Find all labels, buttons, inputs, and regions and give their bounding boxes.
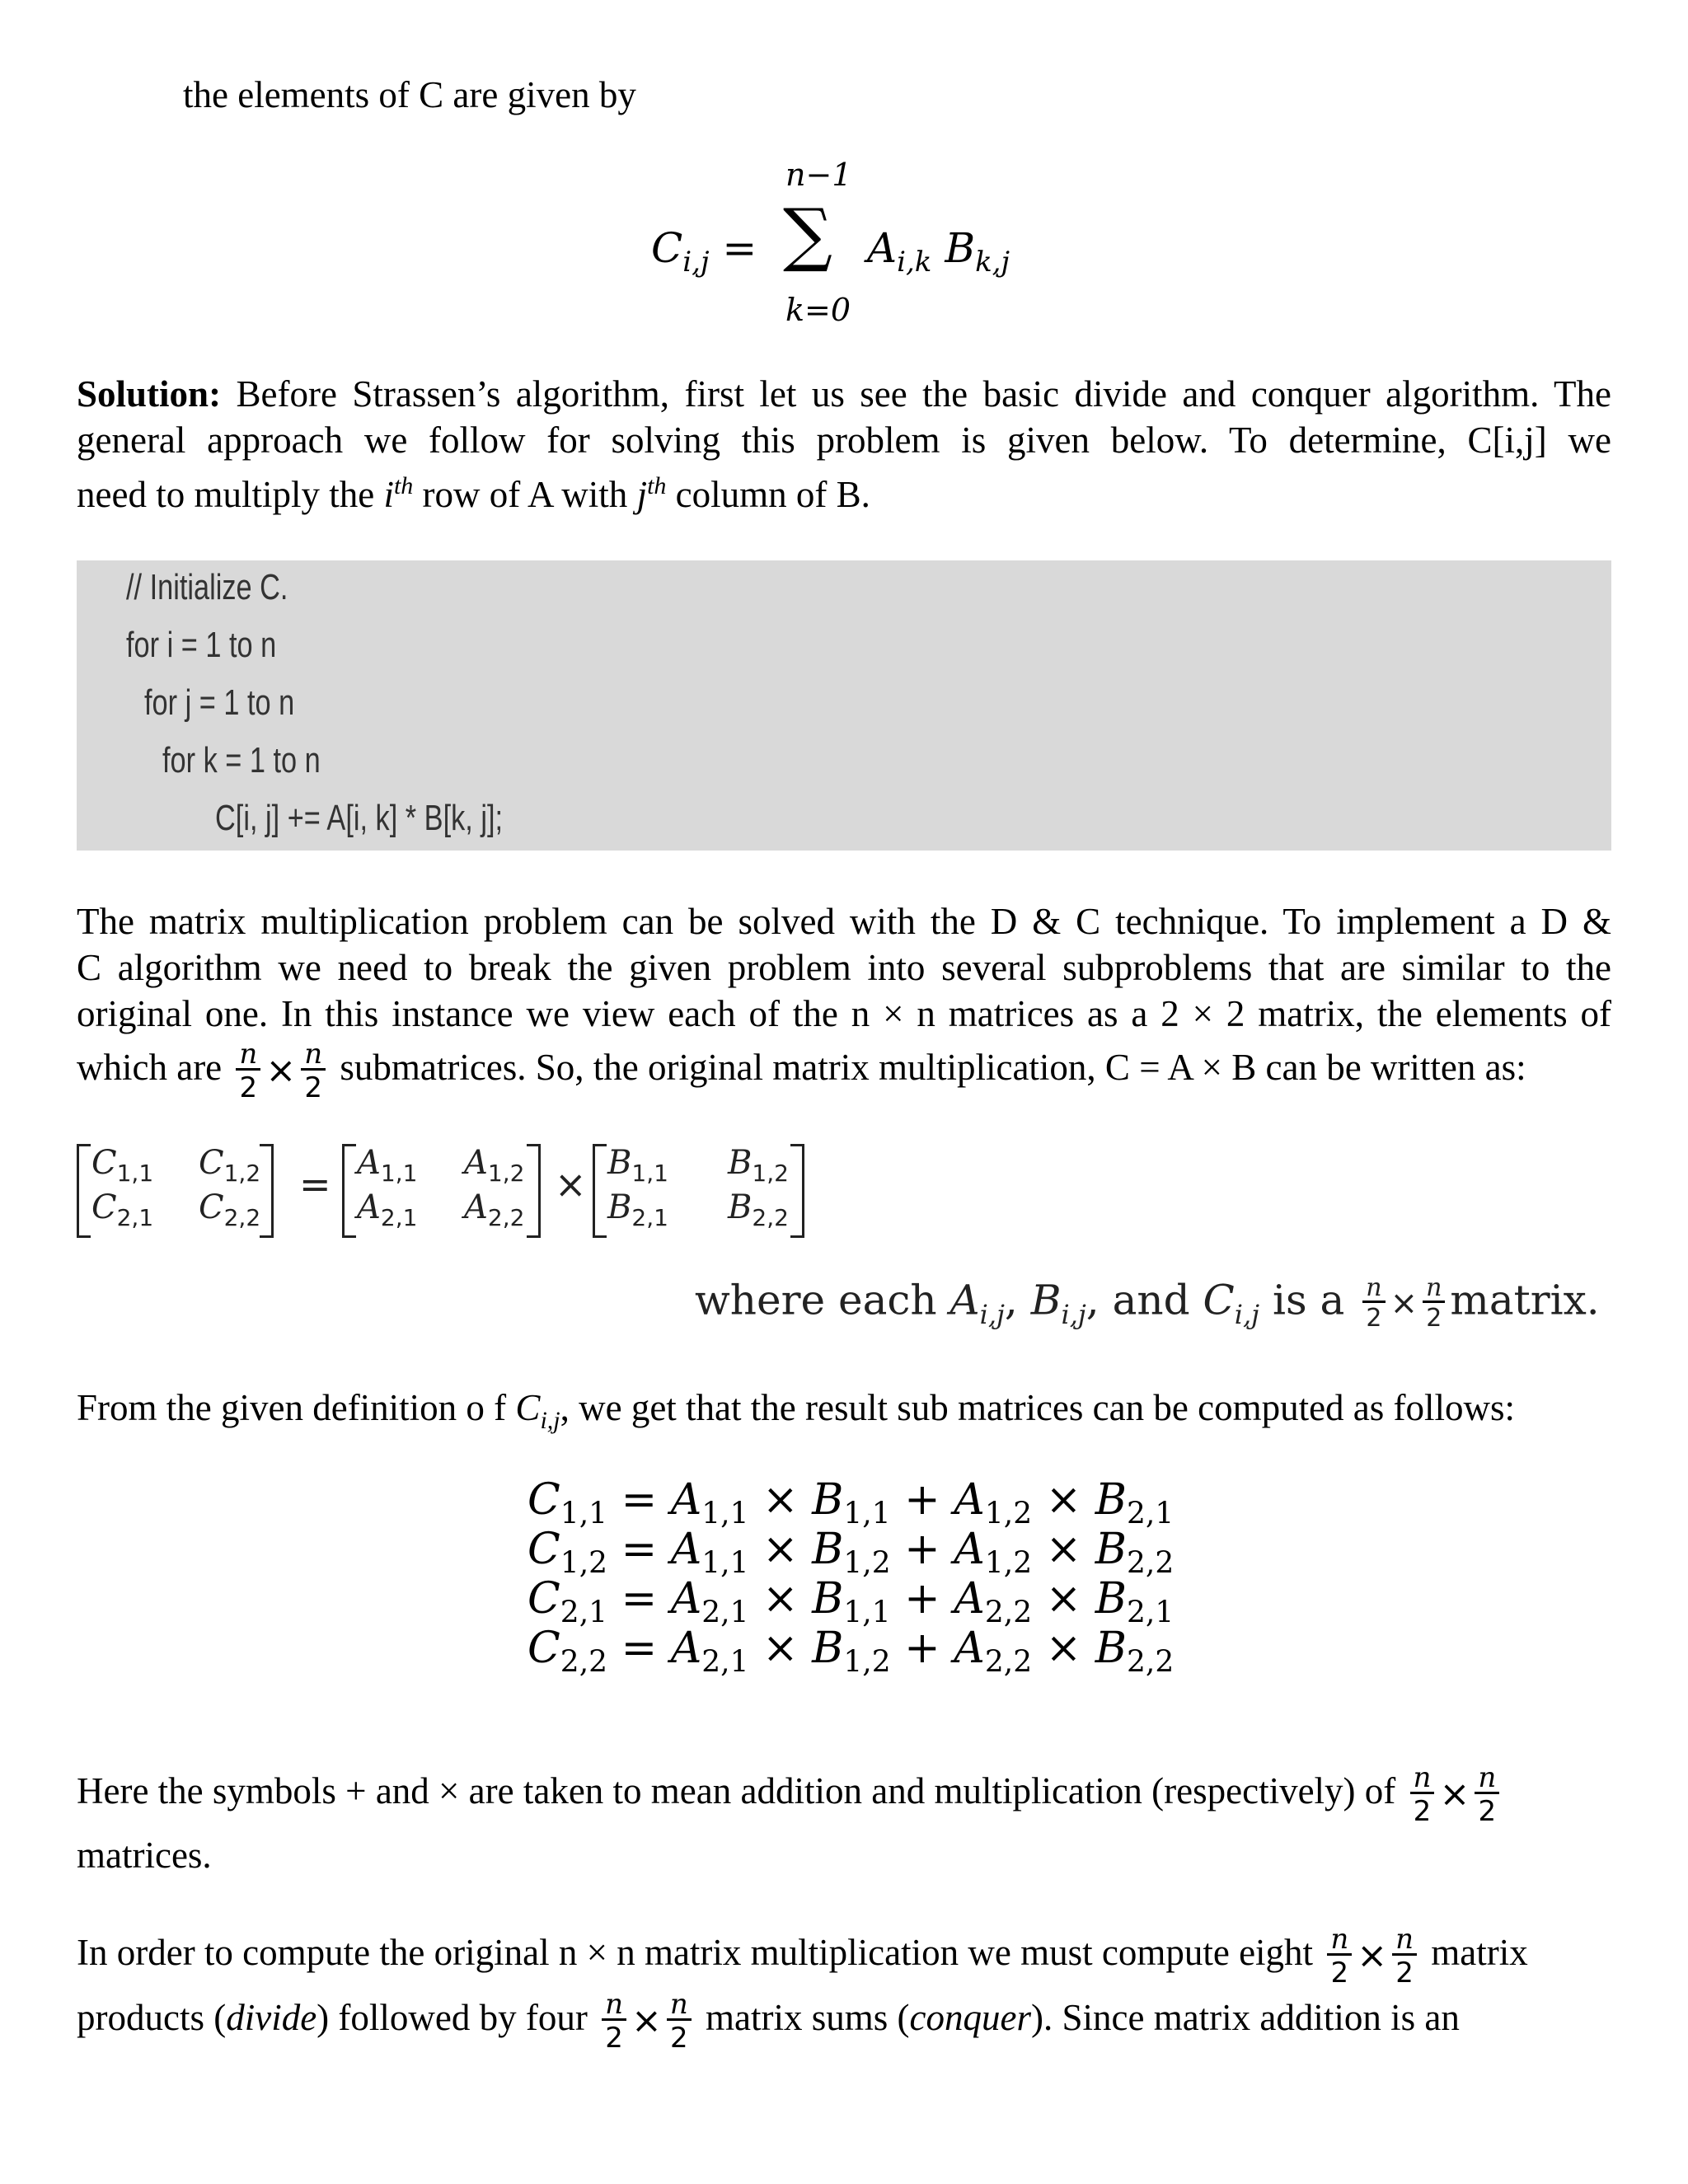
left-bracket — [77, 1144, 91, 1238]
final-paragraph — [77, 1923, 1611, 2055]
fraction-n-over-2: $\frac{n}{2}$ — [602, 1990, 626, 2052]
solution-line-3: need to multiply the $i^{th}$ row of A with $j^{th}$ column of B. — [77, 472, 870, 515]
symbols-paragraph — [77, 1761, 1611, 1878]
times-sign: × — [555, 1162, 587, 1207]
code-line: for k = 1 to n — [162, 740, 321, 780]
fraction-n-over-2: $\frac{n}{2}$ — [667, 1990, 692, 2052]
right-bracket — [527, 1144, 541, 1238]
sum-lhs: $C_{i,j}$ = — [651, 224, 757, 279]
solution-paragraph — [77, 371, 1611, 518]
code-line: C[i, j] += A[i, k] * B[k, j]; — [215, 798, 504, 838]
fraction-n-over-2: $\frac{n}{2}$ — [1392, 1925, 1417, 1987]
symbols-line-1: Here the symbols + and × are taken to mean addition and multiplication (respectively) of $\frac{n}{2}$ × $\frac{n}{2}$ — [77, 1764, 1611, 1825]
code-line: for j = 1 to n — [144, 682, 295, 723]
final-line-2: products (divide) followed by four $\frac{n}{2}$ × $\frac{n}{2}$ matrix sums (conquer). Since matrix addition is an — [77, 1988, 1460, 2055]
dc-line-1: The matrix multiplication problem can be solved with the D & C technique. To implement a D & — [77, 901, 1611, 942]
intro-text: the elements of C are given by — [183, 74, 636, 115]
sum-rhs: $A_{i,k}$ $B_{k,j}$ — [867, 224, 1010, 279]
final-line-1: In order to compute the original n × n matrix multiplication we must compute eight $\frac{n}{2}$ × $\frac{n}{2}$ matrix — [77, 1923, 1528, 1990]
fraction-n-over-2: $\frac{n}{2}$ — [1327, 1925, 1352, 1987]
sum-lower-limit: k=0 — [785, 292, 851, 328]
equals-sign: = — [299, 1162, 331, 1207]
fraction-n-over-2: $\frac{n}{2}$ — [1423, 1276, 1445, 1331]
block-matrix-equation: $C_{1,1}$ $C_{1,2}$ $C_{2,1}$ $C_{2,2}$ = $A_{1,1}$ $A_{1,2}$ $A_{2,1}$ $A_{2,2}$ × $B_{1,1}$ $B_{1,2}$ $B_{2,1}$ $B_{2,2}$ — [77, 1144, 835, 1235]
equation-line: $C_{2,1} = A_{2,1} \times B_{1,1} + A_{2,2} \times B_{2,1}$ — [528, 1574, 1175, 1630]
left-bracket — [593, 1144, 607, 1238]
code-line: for i = 1 to n — [126, 625, 277, 665]
fraction-n-over-2: $\frac{n}{2}$ — [236, 1040, 260, 1102]
right-bracket — [260, 1144, 274, 1238]
right-bracket — [790, 1144, 804, 1238]
fraction-n-over-2: $\frac{n}{2}$ — [1410, 1764, 1435, 1825]
summation-formula — [651, 157, 1080, 338]
equation-line: $C_{1,1} = A_{1,1} \times B_{1,1} + A_{1,2} \times B_{2,1}$ — [528, 1475, 1175, 1531]
fraction-n-over-2: $\frac{n}{2}$ — [1475, 1764, 1499, 1825]
equation-line: $C_{1,2} = A_{1,1} \times B_{1,2} + A_{1,2} \times B_{2,2}$ — [528, 1525, 1175, 1581]
sigma-symbol: ∑ — [783, 194, 832, 274]
where-each-line: where each $A_{i,j}$, $B_{i,j}$, and $C_{i,j}$ is a $\frac{n}{2}$ × $\frac{n}{2}$ matrix. — [695, 1273, 1600, 1333]
solution-line-2: general approach we follow for solving this problem is given below. To determine, C[i,j] we — [77, 419, 1611, 461]
fraction-n-over-2: $\frac{n}{2}$ — [301, 1040, 326, 1102]
definition-line: From the given definition o f $C_{i,j}$, we get that the result sub matrices can be computed as follows: — [77, 1387, 1516, 1434]
dc-paragraph — [77, 898, 1611, 1102]
dc-line-2: C algorithm we need to break the given problem into several subproblems that are similar to the — [77, 947, 1611, 988]
sum-upper-limit: n−1 — [785, 157, 852, 193]
fraction-n-over-2: $\frac{n}{2}$ — [1362, 1276, 1385, 1331]
solution-label: Solution: — [77, 373, 222, 415]
code-block — [77, 560, 1611, 851]
solution-line-1: Before Strassen’s algorithm, first let us see the basic divide and conquer algorithm. The — [221, 373, 1611, 415]
code-line: // Initialize C. — [126, 567, 288, 607]
symbols-line-2: matrices. — [77, 1835, 212, 1876]
dc-line-4: which are $\frac{n}{2}$ × $\frac{n}{2}$ submatrices. So, the original matrix multiplication, C = A × B can be written as: — [77, 1038, 1526, 1104]
left-bracket — [342, 1144, 356, 1238]
equation-line: $C_{2,2} = A_{2,1} \times B_{1,2} + A_{2,2} \times B_{2,2}$ — [528, 1624, 1175, 1680]
sub-matrix-equations — [528, 1475, 1175, 1680]
dc-line-3: original one. In this instance we view each of the n × n matrices as a 2 × 2 matrix, the elements of — [77, 993, 1611, 1034]
